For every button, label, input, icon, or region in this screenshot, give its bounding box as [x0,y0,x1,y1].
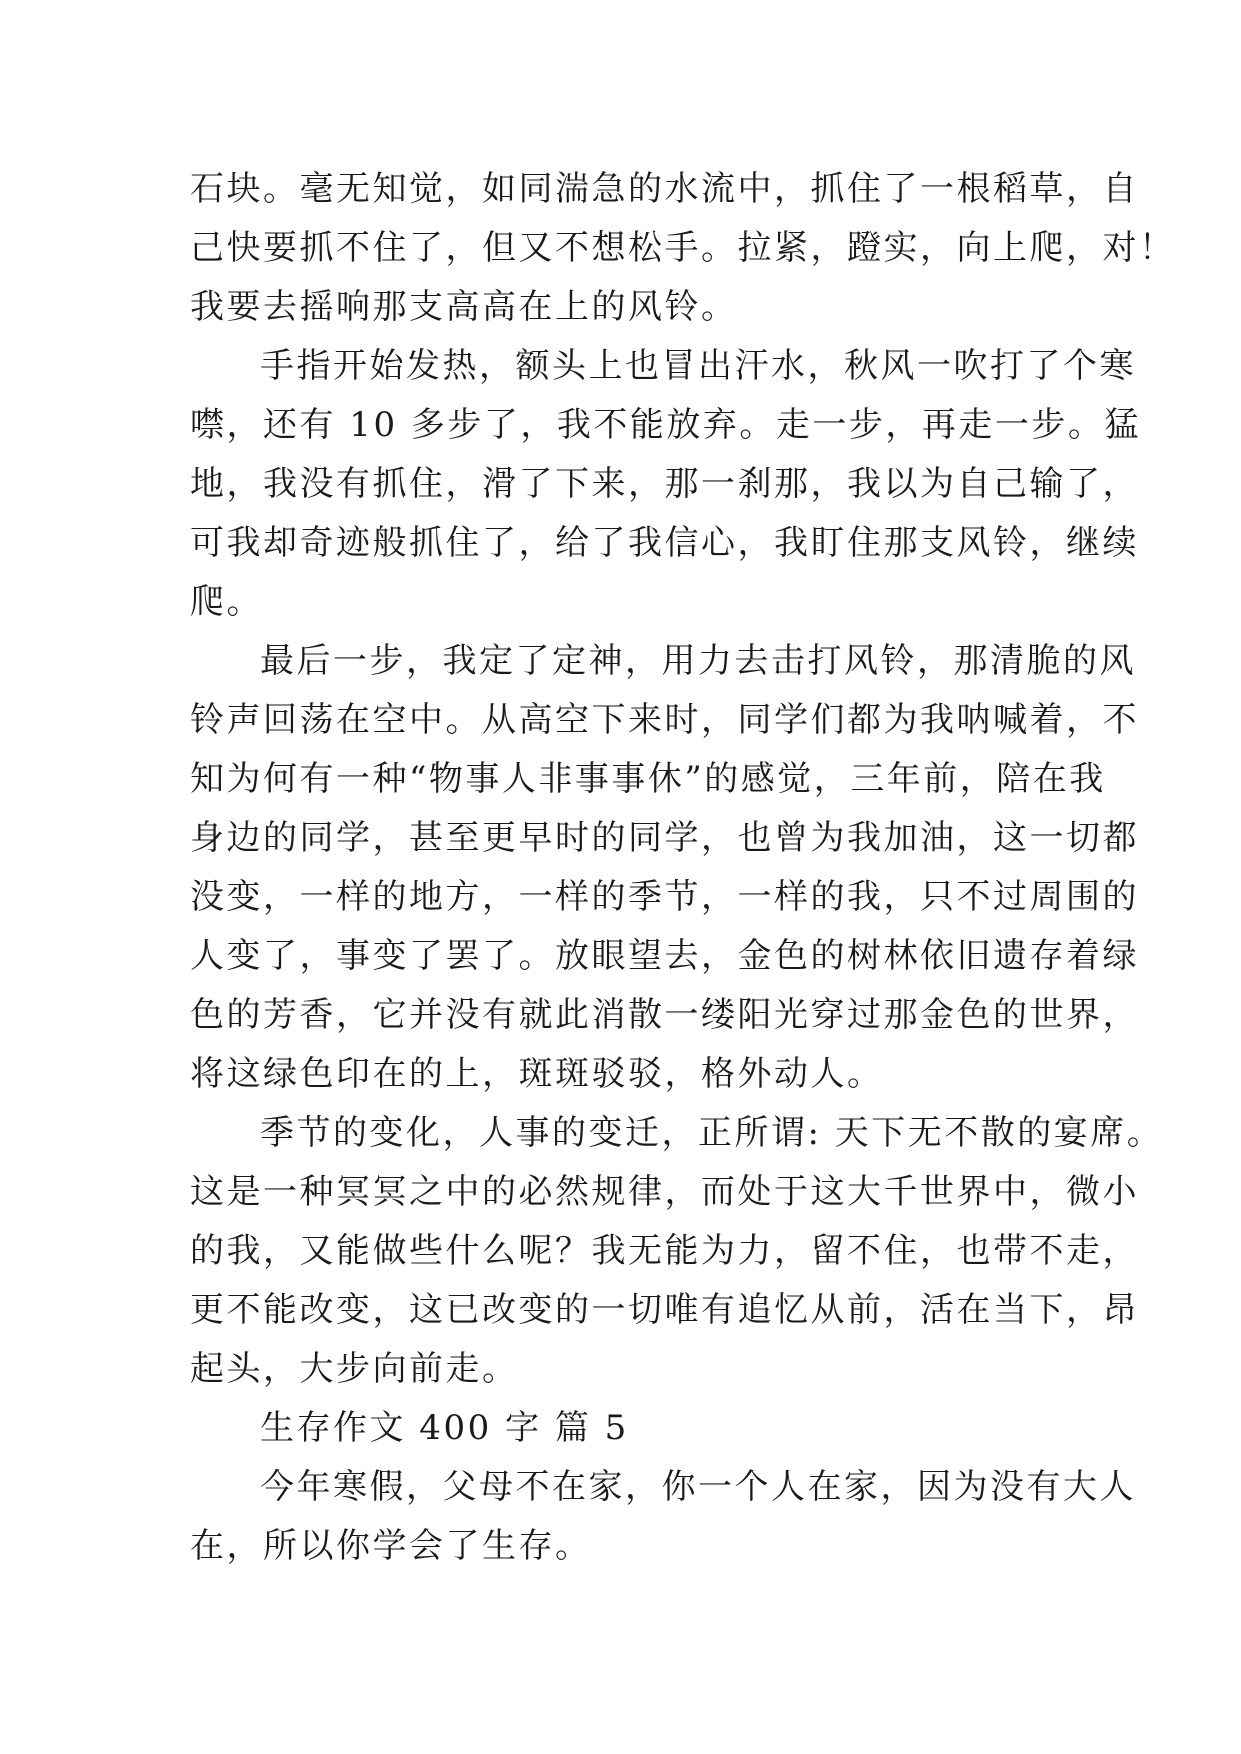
text-line: 将这绿色印在的上，斑斑驳驳，格外动人。 [190,1054,884,1094]
text-line: 己快要抓不住了，但又不想松手。拉紧，蹬实，向上爬，对！ [190,228,1176,268]
text-line: 人变了，事变了罢了。放眼望去，金色的树林依旧遗存着绿 [190,936,1139,976]
text-line: 最后一步，我定了定神，用力去击打风铃，那清脆的风 [260,641,1136,681]
text-line: 可我却奇迹般抓住了，给了我信心，我盯住那支风铃，继续 [190,523,1139,563]
text-line: 石块。毫无知觉，如同湍急的水流中，抓住了一根稻草，自 [190,169,1139,209]
text-line: 没变，一样的地方，一样的季节，一样的我，只不过周围的 [190,877,1139,917]
essay-body [190,160,1176,1576]
text-line: 季节的变化，人事的变迁，正所谓: 天下无不散的宴席。 [260,1113,1164,1153]
text-line: 爬。 [190,582,263,622]
text-line: 手指开始发热，额头上也冒出汗水，秋风一吹打了个寒 [260,346,1136,386]
text-line: 铃声回荡在空中。从高空下来时，同学们都为我呐喊着，不 [190,700,1139,740]
text-line: 身边的同学，甚至更早时的同学，也曾为我加油，这一切都 [190,818,1139,858]
text-line: 噤，还有 10 多步了，我不能放弃。走一步，再走一步。猛 [190,405,1141,445]
text-line: 我要去摇响那支高高在上的风铃。 [190,287,738,327]
text-line: 的我，又能做些什么呢？我无能为力，留不住，也带不走， [190,1231,1139,1271]
text-line: 地，我没有抓住，滑了下来，那一刹那，我以为自己输了， [190,464,1139,504]
text-line: 这是一种冥冥之中的必然规律，而处于这大千世界中，微小 [190,1172,1139,1212]
text-line: 更不能改变，这已改变的一切唯有追忆从前，活在当下，昂 [190,1290,1139,1330]
text-line: 在，所以你学会了生存。 [190,1526,592,1566]
text-line: 起头，大步向前走。 [190,1349,519,1389]
text-line: 色的芳香，它并没有就此消散一缕阳光穿过那金色的世界， [190,995,1139,1035]
text-line: 生存作文 400 字 篇 5 [260,1408,629,1448]
text-line: 今年寒假，父母不在家，你一个人在家，因为没有大人 [260,1467,1136,1507]
text-line: 知为何有一种“物事人非事事休”的感觉，三年前，陪在我 [190,759,1106,799]
